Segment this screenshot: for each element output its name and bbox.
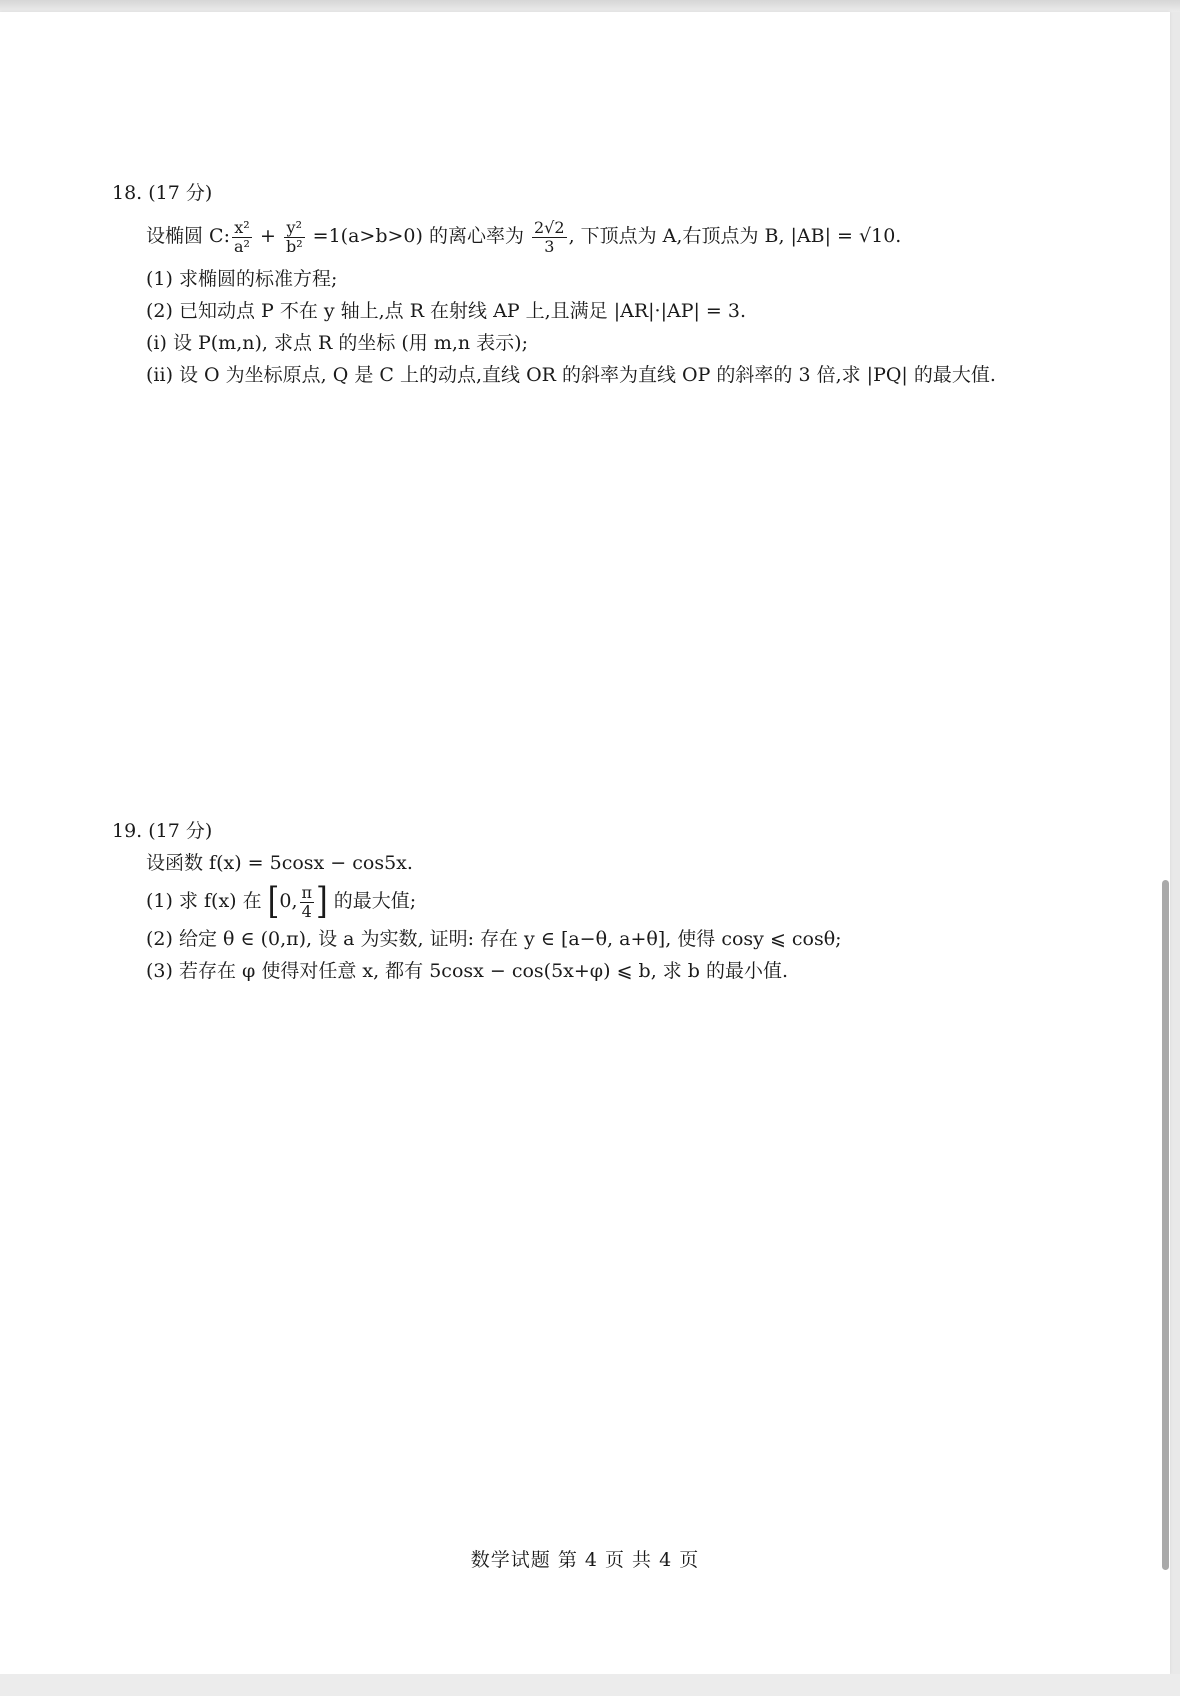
vertical-scrollbar[interactable] <box>1162 880 1169 1570</box>
question-19-part-3: (3) 若存在 φ 使得对任意 x, 都有 5cosx − cos(5x+φ) ⩽ b, 求 b 的最小值. <box>146 960 789 982</box>
question-19-header: 19. (17 分) <box>112 820 213 842</box>
question-18-part-2: (2) 已知动点 P 不在 y 轴上,点 R 在射线 AP 上,且满足 |AR|·|AP| = 3. <box>146 300 747 322</box>
page-footer: 数学试题 第 4 页 共 4 页 <box>470 1549 700 1571</box>
top-band <box>0 0 1180 12</box>
interval-left: 0, <box>279 890 298 912</box>
part-1-prefix: (1) 求 f(x) 在 <box>146 890 262 912</box>
pi-over-4-fraction <box>300 884 315 921</box>
question-18-part-2-i: (i) 设 P(m,n), 求点 R 的坐标 (用 m,n 表示); <box>146 332 528 354</box>
question-18-part-2-ii: (ii) 设 O 为坐标原点, Q 是 C 上的动点,直线 OR 的斜率为直线 OP 的斜率的 3 倍,求 |PQ| 的最大值. <box>146 364 996 386</box>
part-1-suffix: 的最大值; <box>333 890 417 912</box>
question-18 <box>112 177 1112 391</box>
bottom-band <box>0 1674 1180 1696</box>
fraction-denominator: 3 <box>544 236 555 256</box>
fraction-numerator: 2√2 <box>534 217 565 237</box>
right-bracket: ] <box>316 880 328 923</box>
fraction-denominator: b² <box>285 236 303 256</box>
question-19-part-1 <box>146 879 1112 923</box>
fraction-y2-b2 <box>284 219 305 256</box>
fraction-numerator: y² <box>284 219 305 238</box>
fraction-numerator: x² <box>232 219 252 238</box>
fraction-denominator: a² <box>233 236 250 256</box>
question-19-part-2: (2) 给定 θ ∈ (0,π), 设 a 为实数, 证明: 存在 y ∈ [a−θ, a+θ], 使得 cosy ⩽ cosθ; <box>146 928 842 950</box>
fraction-denominator: 4 <box>301 901 312 921</box>
question-19-body <box>112 847 1112 987</box>
fraction-x2-a2 <box>232 219 252 256</box>
plus-sign: + <box>259 225 276 247</box>
intro-suffix: , 下顶点为 A,右顶点为 B, |AB| = √10. <box>568 225 902 247</box>
intro-prefix: 设椭圆 C: <box>146 225 230 247</box>
intro-middle: =1(a>b>0) 的离心率为 <box>312 225 524 247</box>
question-18-part-1: (1) 求椭圆的标准方程; <box>146 268 338 290</box>
question-18-body <box>112 209 1112 391</box>
eccentricity-fraction <box>532 219 567 256</box>
question-19-intro: 设函数 f(x) = 5cosx − cos5x. <box>146 852 413 874</box>
question-18-header: 18. (17 分) <box>112 182 213 204</box>
question-18-intro <box>146 209 1112 263</box>
left-bracket: [ <box>267 880 280 923</box>
question-19 <box>112 815 1112 987</box>
fraction-numerator: π <box>301 882 313 902</box>
